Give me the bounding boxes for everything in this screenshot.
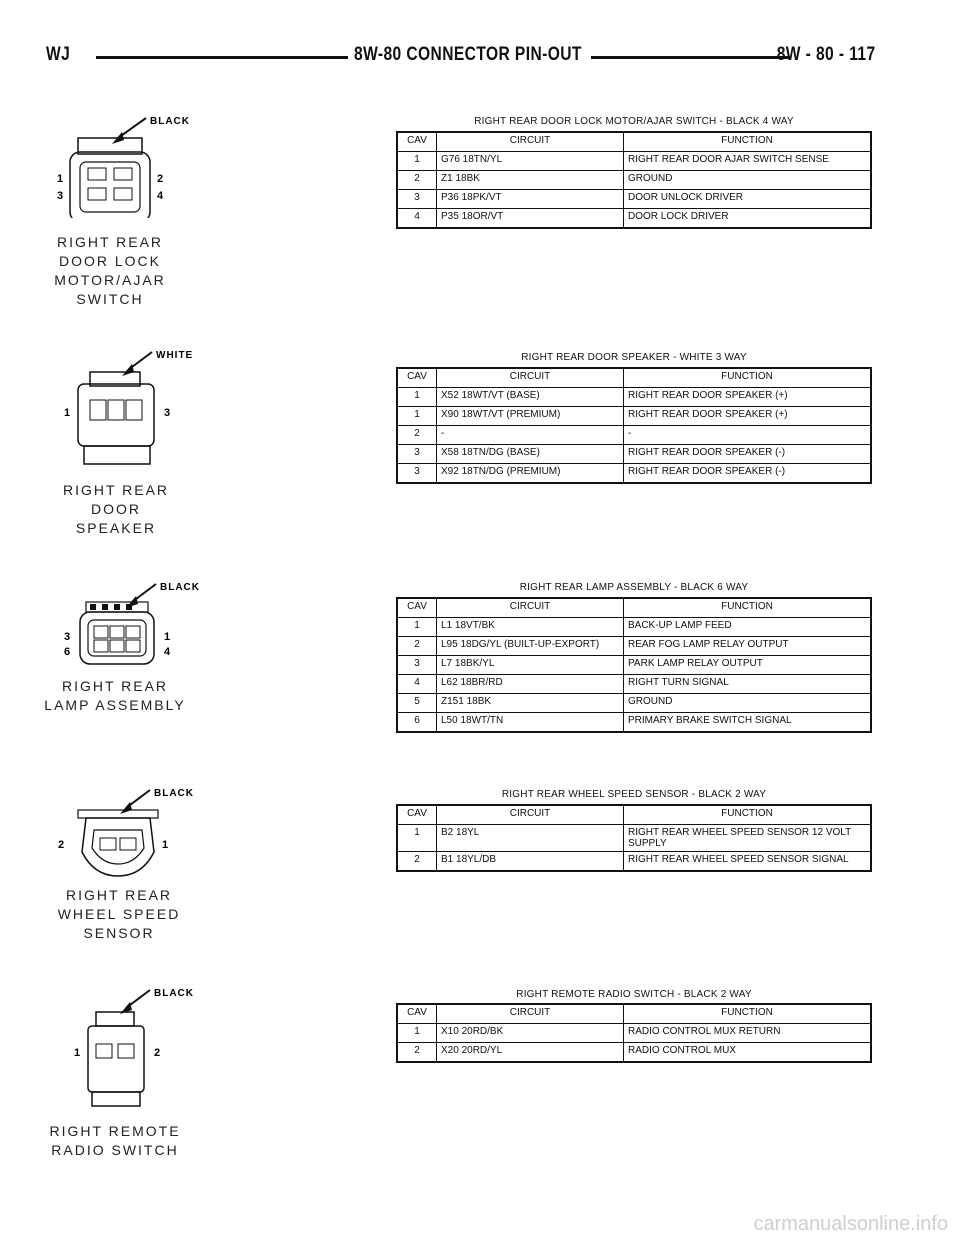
table-title: RIGHT REAR DOOR SPEAKER - WHITE 3 WAY [521, 352, 747, 363]
table-row: 1 X90 18WT/VT (PREMIUM) RIGHT REAR DOOR SPEAKER (+) [397, 407, 871, 426]
table-title: RIGHT REAR LAMP ASSEMBLY - BLACK 6 WAY [519, 582, 749, 593]
col-function: FUNCTION [624, 368, 872, 388]
connector-label: RIGHT REAR LAMP ASSEMBLY [44, 678, 186, 713]
pinout-table-door-speaker [396, 367, 872, 484]
table-row: 2 X20 20RD/YL RADIO CONTROL MUX [397, 1043, 871, 1063]
connector-color-label: BLACK [160, 582, 200, 593]
connector-diagram-door-speaker [50, 344, 200, 469]
pin-label: 3 [64, 631, 71, 643]
connector-diagram-lamp-assembly [50, 576, 200, 676]
col-cav: CAV [397, 132, 437, 152]
table-row: 1 G76 18TN/YL RIGHT REAR DOOR AJAR SWITCH SENSE [397, 152, 871, 171]
pin-label: 6 [64, 646, 71, 658]
table-header-row [397, 598, 871, 618]
connector-label: RIGHT REMOTE RADIO SWITCH [49, 1123, 181, 1158]
pin-label: 1 [64, 407, 71, 419]
table-header-row [397, 132, 871, 152]
table-title: RIGHT REAR DOOR LOCK MOTOR/AJAR SWITCH - BLACK 4 WAY [474, 116, 794, 127]
header-page-number: 8W - 80 - 117 [777, 44, 876, 65]
table-row: 3 X92 18TN/DG (PREMIUM) RIGHT REAR DOOR SPEAKER (-) [397, 464, 871, 484]
table-row: 1 X52 18WT/VT (BASE) RIGHT REAR DOOR SPEAKER (+) [397, 388, 871, 407]
table-header-row [397, 368, 871, 388]
connector-diagram-remote-radio [50, 982, 200, 1112]
col-function: FUNCTION [624, 132, 872, 152]
table-row: 2 L95 18DG/YL (BUILT-UP-EXPORT) REAR FOG LAMP RELAY OUTPUT [397, 637, 871, 656]
col-function: FUNCTION [624, 805, 872, 825]
pin-label: 4 [157, 190, 164, 202]
table-title: RIGHT REAR WHEEL SPEED SENSOR - BLACK 2 WAY [501, 789, 767, 800]
table-row: 1 B2 18YL RIGHT REAR WHEEL SPEED SENSOR 12 VOLT SUPPLY [397, 825, 871, 852]
col-cav: CAV [397, 805, 437, 825]
pinout-table-wheel-speed [396, 804, 872, 872]
connector-wheel-speed-drawing [50, 782, 200, 882]
pin-label: 4 [164, 646, 171, 658]
col-cav: CAV [397, 598, 437, 618]
pin-label: 3 [57, 190, 64, 202]
col-function: FUNCTION [624, 598, 872, 618]
connector-diagram-wheel-speed [50, 782, 200, 882]
connector-label: RIGHT REAR WHEEL SPEED SENSOR [57, 887, 181, 941]
col-circuit: CIRCUIT [437, 368, 624, 388]
connector-label: RIGHT REAR DOOR SPEAKER [62, 482, 170, 536]
table-row: 1 L1 18VT/BK BACK-UP LAMP FEED [397, 618, 871, 637]
table-row: 1 X10 20RD/BK RADIO CONTROL MUX RETURN [397, 1024, 871, 1043]
col-circuit: CIRCUIT [437, 1004, 624, 1024]
col-cav: CAV [397, 368, 437, 388]
pin-label: 2 [157, 173, 164, 185]
connector-remote-radio-drawing [50, 982, 200, 1112]
connector-color-label: BLACK [154, 788, 194, 799]
table-row: 2 B1 18YL/DB RIGHT REAR WHEEL SPEED SENSOR SIGNAL [397, 852, 871, 872]
header-model: WJ [46, 44, 71, 65]
watermark-text: carmanualsonline.info [753, 1213, 948, 1235]
connector-color-label: WHITE [156, 350, 194, 361]
table-row: 3 P36 18PK/VT DOOR UNLOCK DRIVER [397, 190, 871, 209]
header-rule-left [96, 56, 348, 59]
connector-door-speaker-drawing [50, 344, 200, 469]
table-row: 4 L62 18BR/RD RIGHT TURN SIGNAL [397, 675, 871, 694]
table-title: RIGHT REMOTE RADIO SWITCH - BLACK 2 WAY [516, 989, 752, 1000]
header-section-title: 8W-80 CONNECTOR PIN-OUT [354, 44, 582, 65]
table-row: 6 L50 18WT/TN PRIMARY BRAKE SWITCH SIGNAL [397, 713, 871, 733]
pinout-table-remote-radio [396, 1003, 872, 1063]
col-cav: CAV [397, 1004, 437, 1024]
page-header [46, 44, 876, 74]
pin-label: 2 [154, 1047, 161, 1059]
connector-label: RIGHT REAR DOOR LOCK MOTOR/AJAR SWITCH [54, 234, 166, 307]
pin-label: 3 [164, 407, 171, 419]
table-row: 5 Z151 18BK GROUND [397, 694, 871, 713]
col-circuit: CIRCUIT [437, 598, 624, 618]
pin-label: 1 [164, 631, 171, 643]
connector-diagram-door-lock [50, 108, 200, 218]
table-header-row [397, 805, 871, 825]
connector-lamp-assembly-drawing [50, 576, 200, 676]
pin-label: 1 [162, 839, 169, 851]
table-row: 3 L7 18BK/YL PARK LAMP RELAY OUTPUT [397, 656, 871, 675]
table-row: 4 P35 18OR/VT DOOR LOCK DRIVER [397, 209, 871, 229]
table-row: 2 - - [397, 426, 871, 445]
col-function: FUNCTION [624, 1004, 872, 1024]
col-circuit: CIRCUIT [437, 805, 624, 825]
pin-label: 1 [57, 173, 64, 185]
pinout-table-lamp-assembly [396, 597, 872, 733]
table-row: 3 X58 18TN/DG (BASE) RIGHT REAR DOOR SPEAKER (-) [397, 445, 871, 464]
connector-color-label: BLACK [154, 988, 194, 999]
table-header-row [397, 1004, 871, 1024]
col-circuit: CIRCUIT [437, 132, 624, 152]
header-rule-right [591, 56, 791, 59]
pinout-table-door-lock [396, 131, 872, 229]
pin-label: 2 [58, 839, 65, 851]
table-row: 2 Z1 18BK GROUND [397, 171, 871, 190]
connector-door-lock-drawing [50, 108, 200, 218]
connector-color-label: BLACK [150, 116, 190, 127]
pin-label: 1 [74, 1047, 81, 1059]
